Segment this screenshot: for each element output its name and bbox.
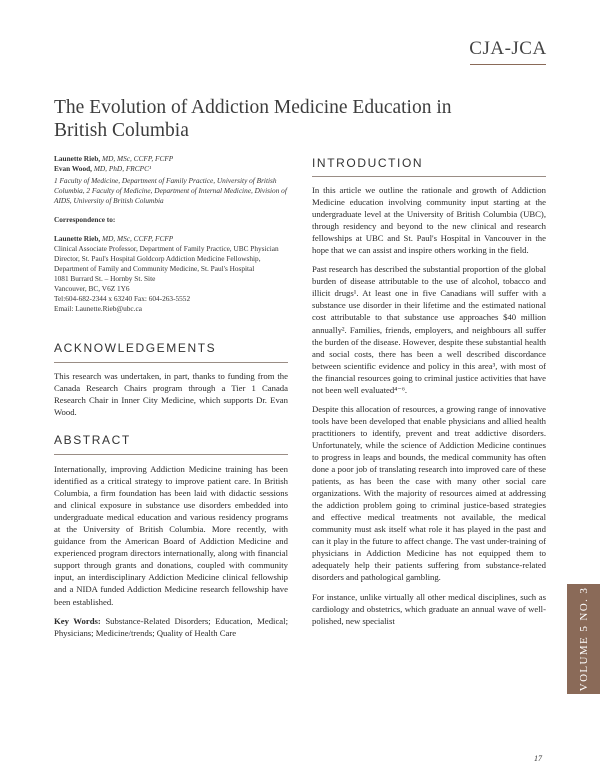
volume-label: VOLUME 5 NO. 3 [577, 586, 590, 692]
acknowledgements-heading: ACKNOWLEDGEMENTS [54, 341, 217, 355]
correspondence-address-1: 1081 Burrard St. – Hornby St. Site [54, 274, 156, 283]
article-title: The Evolution of Addiction Medicine Education in British Columbia [54, 97, 452, 141]
abstract-paragraph: Internationally, improving Addiction Medicine training has been identified as a critical strategy to improve patient care. In British Columbia, a firm foundation has been laid with didactic sessions and clinical exposure in substance use disorders embedded into undergraduate medical education and various residency programs at the University of British Columbia. More recently, with guidance from the American Board of Addiction Medicine and experienced program directors internationally, along with financial support through grants and donations, coupled with community input, an interdisciplinary Addiction Medicine clinical fellowship and a NIDA funded Addiction Medicine research fellowship have been established. [54, 464, 288, 607]
volume-side-tab [567, 584, 600, 694]
journal-logo [466, 38, 550, 70]
correspondence-heading: Correspondence to: [54, 215, 116, 224]
correspondence-credentials: MD, MSc, CCFP, FCFP [100, 234, 174, 243]
intro-paragraph-4: For instance, unlike virtually all other medical disciplines, such as cardiology and obstetrics, which graduate an annual wave of well-polished, new specialist [312, 591, 546, 626]
author-2-name: Evan Wood, [54, 164, 92, 173]
abstract-heading: ABSTRACT [54, 433, 131, 447]
affiliations: 1 Faculty of Medicine, Department of Family Practice, University of British Columbia, 2 Faculty of Medicine, Department of Internal Medicine, Division of AIDS, University of British Columbia [54, 176, 287, 205]
introduction-text [312, 184, 546, 634]
intro-paragraph-3: Despite this allocation of resources, a growing range of innovative tools have been developed that enable physicians and allied health practitioners to identify, prevent and treat addictive disorders. Unfortunately, while the science of Addiction Medicine continues to progress in leaps and bounds, the medical community has often done a poor job of translating research into improved care of these patients, as has been the case with many other social care organizations. With the majority of resources aimed at addressing the addiction problem going to criminal justice-based strategies and effective medical treatments not available, the medical community must ask itself what role it has played in the past and can it play in the future to affect change. The vast under-training of physicians in Addiction Medicine has not equipped them to adequately help their patients suffering from substance-related disorders and pathological gambling. [312, 403, 546, 583]
correspondence-phone: Tel:604-682-2344 x 63240 Fax: 604-263-5552 [54, 294, 191, 303]
author-block [54, 154, 289, 314]
correspondence-name: Launette Rieb, [54, 234, 101, 243]
logo-rule [470, 64, 546, 65]
intro-paragraph-1: In this article we outline the rationale and growth of Addiction Medicine education involving community input starting at the undergraduate level at the University of British Columbia (UBC), through residency and beyond to the new clinical and research fellowships at UBC and St. Paul's Hospital in Vancouver in the hope that we can assist and inspire others working in the field. [312, 185, 546, 256]
keywords [54, 615, 288, 639]
author-1-name: Launette Rieb, [54, 154, 101, 163]
author-2-credentials: MD, PhD, FRCPC¹ [92, 164, 152, 173]
acknowledgements-text [54, 370, 288, 425]
correspondence-address-2: Vancouver, BC, V6Z 1Y6 [54, 284, 130, 293]
introduction-heading: INTRODUCTION [312, 156, 424, 170]
correspondence-block [54, 234, 289, 314]
introduction-rule [312, 176, 546, 177]
author-2 [54, 164, 289, 174]
keywords-label: Key Words: [54, 615, 101, 626]
correspondence-email[interactable]: Email: Launette.Rieb@ubc.ca [54, 304, 142, 313]
abstract-text [54, 463, 288, 646]
correspondence-author [54, 234, 289, 244]
acknowledgements-paragraph: This research was undertaken, in part, thanks to funding from the Canada Research Chairs program through a Tier 1 Canada Research Chair in Inner City Medicine, which supports Dr. Evan Wood. [54, 371, 288, 418]
page-number: 17 [534, 754, 542, 763]
abstract-rule [54, 454, 288, 455]
intro-paragraph-2: Past research has described the substantial proportion of the global burden of disease attributable to the use of alcohol, tobacco and illicit drugs¹. At least one in five Canadians will suffer with a substance use disorder in their lifetime and the estimated national cost attributable to that substance use approaches $40 million annually². Families, friends, employers, and neighbours all suffer the burden of the disease. However, despite these substantial health and social costs, there has been a well described discordance between scientific evidence and policy in this area³, with most of the financial resources going to criminal justice activities that have not been well evaluated⁴⁻⁶. [312, 264, 546, 395]
author-1-credentials: MD, MSc, CCFP, FCFP [100, 154, 174, 163]
author-1 [54, 154, 289, 164]
keywords-list: Substance-Related Disorders; Education, Medical; Physicians; Medicine/trends; Quality of Health Care [54, 615, 288, 638]
journal-logo-text: CJA-JCA [469, 38, 547, 59]
acknowledgements-rule [54, 362, 288, 363]
correspondence-details: Clinical Associate Professor, Department of Family Practice, UBC Physician Director, St. Paul's Hospital Goldcorp Addiction Medicine Fellowship, Department of Family and Community Medicine, St. Paul's Hospital [54, 244, 279, 273]
